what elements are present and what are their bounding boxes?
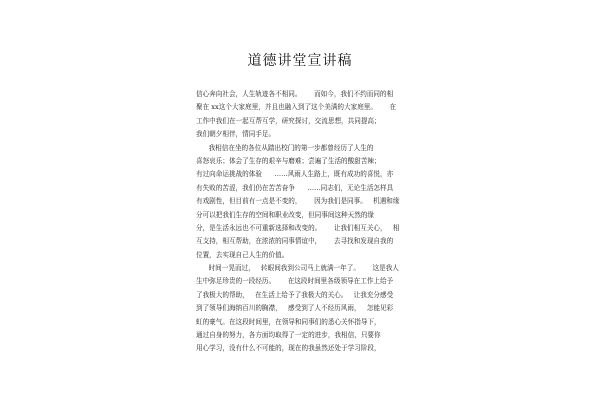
body-line: 有失败的苦涩，我们仍在苦苦奋争 ……同志们，无论生活怎样具 bbox=[196, 183, 394, 192]
body-line: 生中弥足珍贵的一段经历。 在这段时间里各级领导在工作上给予 bbox=[196, 277, 394, 286]
body-line: 通过自身的努力，各方面均取得了一定的进步，我相信，只要你 bbox=[196, 331, 381, 340]
body-line: 信心奔向社会，人生轨迹各不相同。 而如今，我们不约而同的相 bbox=[196, 90, 394, 98]
body-line: 分，是生活永远也不可重新选择和改变的。 让我们相互关心， 相 bbox=[196, 223, 400, 232]
body-line: 工作中我们在一起互帮互学，研究探讨，交流思想，共同提高； bbox=[196, 116, 381, 125]
body-line: 我们朝夕相伴，情同手足。 bbox=[196, 130, 276, 139]
body-line: 分可以把我们生存的空间和职业改变，但同事间这种天然的缘 bbox=[196, 210, 375, 219]
body-line: 我相信在坐的各位从踏出校门的第一步都曾经历了人生的 bbox=[196, 143, 374, 152]
body-line: 有过向命运挑战的体验 ……风雨人生路上，既有成功的喜悦，亦 bbox=[196, 170, 394, 179]
body-line: 时间一晃而过， 转眼间我到公司马上就满一年了。 这是我人 bbox=[196, 264, 399, 273]
body-line: 互支持，相互帮助，在浓浓的同事情谊中， 去寻找和发现自我的 bbox=[196, 237, 394, 246]
body-line: 用心学习，没有什么不可能的，现在的我虽然还处于学习阶段， bbox=[196, 344, 381, 353]
body-line: 聚在 xx这个大家庭里，并且也融入到了这个美满的大家庭里。 在 bbox=[196, 103, 397, 112]
body-line: 位置，去实现自己人生的价值。 bbox=[196, 250, 289, 259]
body-line: 喜怒哀乐；体会了生存的艰辛与磨难；尝遍了生活的酸甜苦辣； bbox=[196, 156, 381, 165]
body-line: 虹的豪气。在这段时间里，在领导和同事们的悉心关怀指导下， bbox=[196, 317, 381, 326]
document-body bbox=[196, 88, 422, 356]
body-line: 有戏剧性，但目前有一点是不变的， 因为我们是同事。 机遇和缘 bbox=[196, 197, 400, 206]
document-title: 道德讲堂宣讲稿 bbox=[247, 53, 353, 69]
body-line: 到了领导们海纳百川的胸襟， 感受到了人不经历风雨， 怎能见彩 bbox=[196, 304, 394, 313]
body-line: 了我极大的帮助， 在生活上给予了我极大的关心。 让我充分感受 bbox=[196, 290, 394, 299]
